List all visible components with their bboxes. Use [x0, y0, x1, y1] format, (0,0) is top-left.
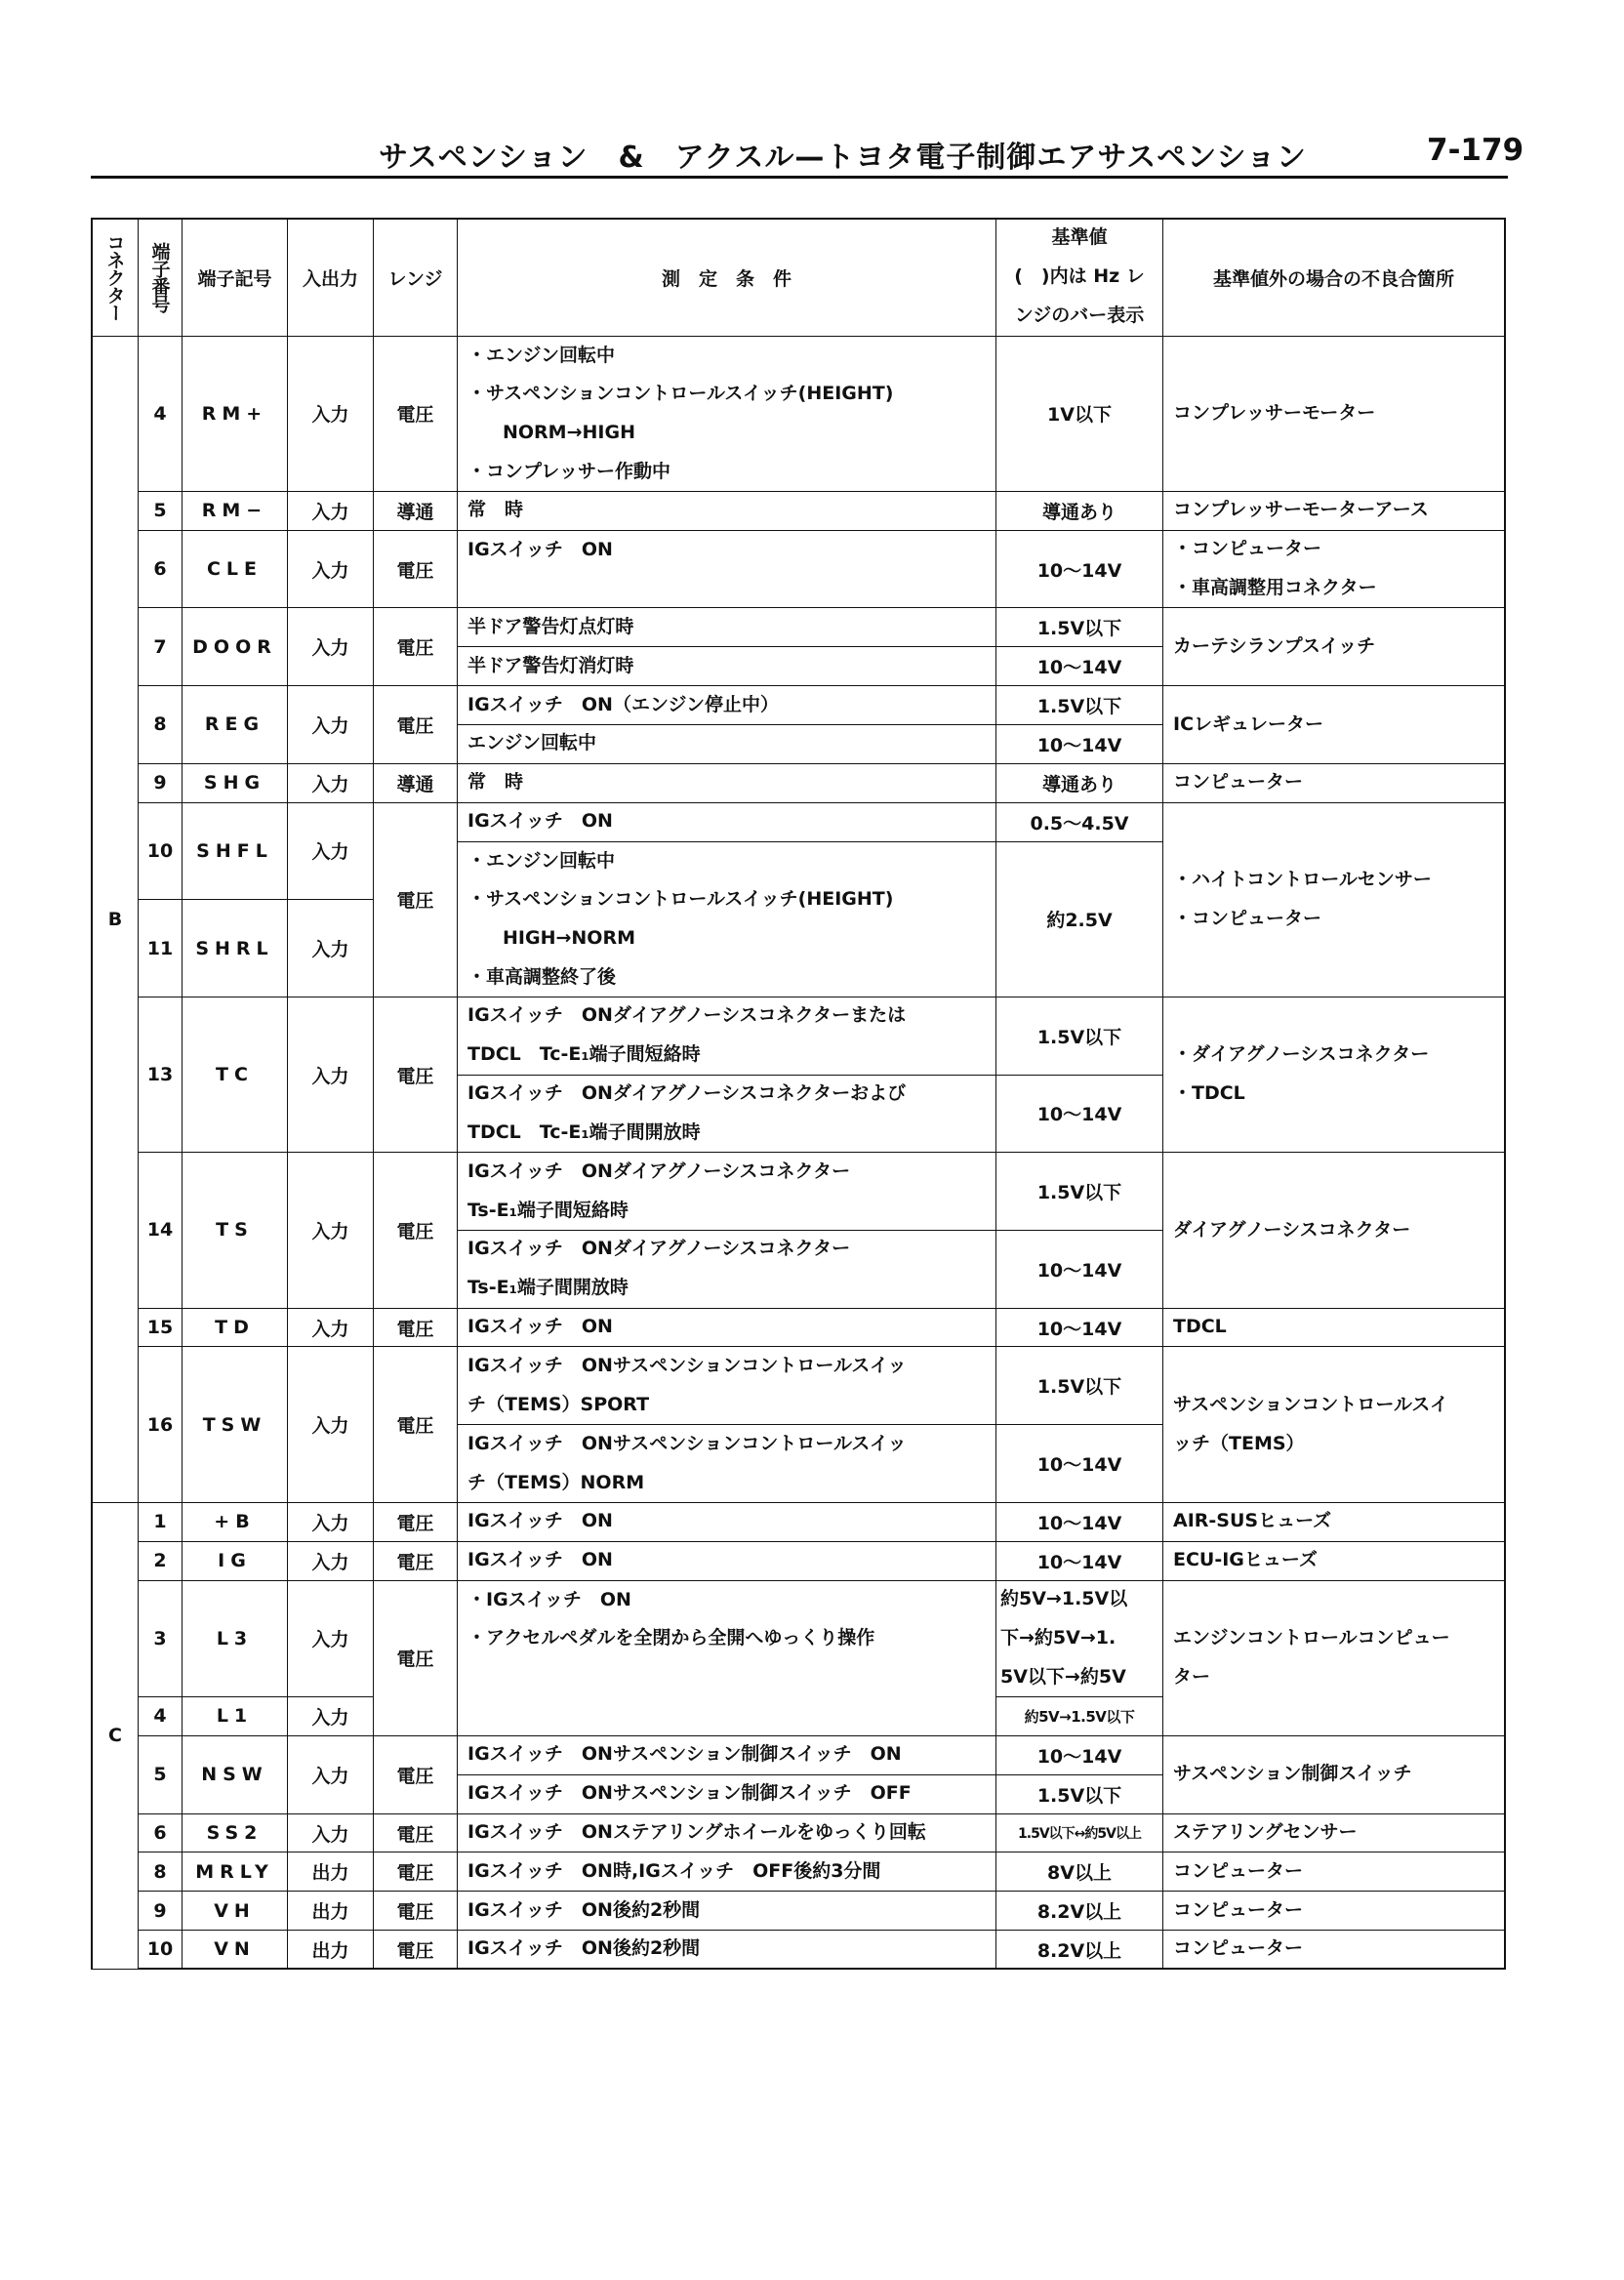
condition-line: IGスイッチ ON [467, 1316, 613, 1338]
header-range: レンジ [374, 220, 458, 337]
header-standard-line: ンジのバー表示 [1014, 305, 1145, 327]
terminal-symbol: TC [183, 998, 288, 1153]
terminal-number: 10 [139, 803, 183, 901]
condition-line: TDCL Tc-E₁端子間開放時 [467, 1120, 701, 1143]
fault-location [1163, 1309, 1506, 1348]
fault-line: AIR-SUSヒューズ [1173, 1510, 1332, 1532]
io-type: 入力 [288, 492, 374, 531]
range: 電圧 [374, 1892, 458, 1931]
io-type: 出力 [288, 1852, 374, 1892]
condition-line: IGスイッチ ONサスペンション制御スイッチ OFF [467, 1782, 912, 1805]
standard-value: 1.5V以下 [996, 686, 1163, 725]
standard-value: 8V以上 [996, 1852, 1163, 1892]
condition-line: IGスイッチ ON（エンジン停止中） [467, 693, 780, 715]
condition-line: 半ドア警告灯消灯時 [467, 654, 634, 676]
condition-line: ・アクセルペダルを全閉から全開へゆっくり操作 [467, 1627, 875, 1649]
terminal-number: 6 [139, 1814, 183, 1853]
value-line: 下→約5V→1. [1000, 1626, 1116, 1649]
condition-line: IGスイッチ ON時,IGスイッチ OFF後約3分間 [467, 1859, 881, 1882]
fault-line: カーテシランプスイッチ [1173, 634, 1376, 657]
terminal-symbol: RM+ [183, 337, 288, 492]
fault-line: コンピューター [1173, 1859, 1304, 1882]
fault-location [1163, 1153, 1506, 1308]
condition [458, 608, 996, 647]
standard-value: 1.5V以下 [996, 1775, 1163, 1814]
condition [458, 1581, 996, 1736]
fault-location [1163, 1736, 1506, 1814]
standard-value: 1.5V以下 [996, 1153, 1163, 1231]
terminal-number: 3 [139, 1581, 183, 1698]
condition-line: Ts-E₁端子間短絡時 [467, 1199, 629, 1221]
terminal-symbol: TSW [183, 1347, 288, 1502]
standard-value [996, 1581, 1163, 1698]
condition-line: IGスイッチ ON後約2秒間 [467, 1937, 701, 1960]
terminal-number: 4 [139, 1697, 183, 1736]
fault-line: ・コンピューター [1173, 907, 1322, 929]
fault-location [1163, 1931, 1506, 1970]
terminal-symbol: SHFL [183, 803, 288, 901]
header-terminal-symbol: 端子記号 [183, 220, 288, 337]
fault-location [1163, 686, 1506, 764]
io-type: 出力 [288, 1892, 374, 1931]
fault-location [1163, 492, 1506, 531]
condition-line: エンジン回転中 [467, 732, 597, 754]
standard-value: 10〜14V [996, 1231, 1163, 1309]
terminal-number: 4 [139, 337, 183, 492]
condition-line: 半ドア警告灯点灯時 [467, 615, 634, 637]
terminal-symbol: RM− [183, 492, 288, 531]
fault-location [1163, 1852, 1506, 1892]
terminal-symbol: TD [183, 1309, 288, 1348]
range: 電圧 [374, 608, 458, 686]
condition-line: 常 時 [467, 771, 524, 794]
terminal-number: 7 [139, 608, 183, 686]
header-condition: 測 定 条 件 [458, 220, 996, 337]
range: 電圧 [374, 1503, 458, 1542]
standard-value: 0.5〜4.5V [996, 803, 1163, 842]
condition [458, 1503, 996, 1542]
range: 電圧 [374, 998, 458, 1153]
condition [458, 998, 996, 1076]
fault-line: ・コンピューター [1173, 538, 1322, 560]
standard-value: 10〜14V [996, 1542, 1163, 1581]
range: 電圧 [374, 1581, 458, 1736]
fault-location [1163, 998, 1506, 1153]
page-number: 7-179 [1427, 133, 1524, 168]
condition-line: ・エンジン回転中 [467, 344, 616, 366]
condition-line: IGスイッチ ONサスペンションコントロールスイッ [467, 1354, 907, 1376]
range: 電圧 [374, 1814, 458, 1853]
io-type: 入力 [288, 900, 374, 998]
terminal-symbol: VH [183, 1892, 288, 1931]
condition [458, 1425, 996, 1503]
fault-location [1163, 764, 1506, 803]
io-type: 入力 [288, 803, 374, 901]
fault-location [1163, 1347, 1506, 1502]
range: 電圧 [374, 1931, 458, 1970]
fault-line: ダイアグノーシスコネクター [1173, 1218, 1411, 1241]
range: 導通 [374, 492, 458, 531]
header-connector: コネクター [93, 220, 139, 337]
condition-line: チ（TEMS）SPORT [467, 1393, 650, 1415]
fault-line: ター [1173, 1665, 1211, 1688]
terminal-symbol: +B [183, 1503, 288, 1542]
condition-line: IGスイッチ ONダイアグノーシスコネクター [467, 1238, 851, 1260]
condition [458, 1076, 996, 1154]
io-type: 入力 [288, 764, 374, 803]
fault-line: エンジンコントロールコンピュー [1173, 1626, 1450, 1649]
condition-line: ・エンジン回転中 [467, 849, 616, 872]
condition [458, 686, 996, 725]
value-line: 5V以下→約5V [1000, 1665, 1126, 1688]
fault-line: サスペンション制御スイッチ [1173, 1763, 1412, 1785]
io-type: 入力 [288, 998, 374, 1153]
standard-value: 約2.5V [996, 842, 1163, 998]
terminal-number: 1 [139, 1503, 183, 1542]
fault-location [1163, 1892, 1506, 1931]
range: 電圧 [374, 686, 458, 764]
range: 電圧 [374, 1542, 458, 1581]
io-type: 入力 [288, 337, 374, 492]
range: 電圧 [374, 1309, 458, 1348]
standard-value: 1V以下 [996, 337, 1163, 492]
connector-b: B [93, 337, 139, 1503]
terminal-symbol: L1 [183, 1697, 288, 1736]
fault-line: ・TDCL [1173, 1082, 1245, 1105]
fault-line: ッチ（TEMS） [1173, 1432, 1305, 1454]
terminal-symbol: SS2 [183, 1814, 288, 1853]
terminal-number: 11 [139, 900, 183, 998]
fault-location [1163, 1814, 1506, 1853]
condition-line: IGスイッチ ON [467, 810, 613, 833]
condition-line: チ（TEMS）NORM [467, 1471, 645, 1493]
terminal-number: 2 [139, 1542, 183, 1581]
io-type: 入力 [288, 1736, 374, 1814]
header-standard-line: 基準値 [1051, 226, 1108, 249]
standard-value: 1.5V以下 [996, 1347, 1163, 1425]
fault-line: コンプレッサーモーターアース [1173, 499, 1429, 521]
header-standard [996, 220, 1163, 337]
terminal-number: 10 [139, 1931, 183, 1970]
condition-line: 常 時 [467, 499, 524, 521]
range: 電圧 [374, 1153, 458, 1308]
fault-line: コンピューター [1173, 771, 1304, 794]
condition [458, 803, 996, 842]
condition [458, 1736, 996, 1775]
header-rule [91, 176, 1508, 179]
terminal-symbol: MRLY [183, 1852, 288, 1892]
condition-line: IGスイッチ ONダイアグノーシスコネクターおよび [467, 1082, 907, 1105]
terminal-symbol: TS [183, 1153, 288, 1308]
terminal-symbol: L3 [183, 1581, 288, 1698]
standard-value: 導通あり [996, 492, 1163, 531]
condition [458, 725, 996, 764]
fault-line: ・ダイアグノーシスコネクター [1173, 1043, 1430, 1066]
fault-line: コンピューター [1173, 1937, 1304, 1960]
io-type: 入力 [288, 531, 374, 609]
fault-location [1163, 1581, 1506, 1736]
range: 電圧 [374, 337, 458, 492]
condition-line: IGスイッチ ONステアリングホイールをゆっくり回転 [467, 1821, 926, 1844]
condition-line: IGスイッチ ON [467, 538, 613, 560]
condition [458, 1347, 996, 1425]
condition [458, 647, 996, 686]
range: 電圧 [374, 1852, 458, 1892]
condition [458, 1231, 996, 1309]
condition-line: Ts-E₁端子間開放時 [467, 1277, 629, 1299]
io-type: 出力 [288, 1931, 374, 1970]
condition-line: IGスイッチ ON [467, 1510, 613, 1532]
standard-value: 10〜14V [996, 1076, 1163, 1154]
condition [458, 492, 996, 531]
standard-value: 10〜14V [996, 531, 1163, 609]
fault-line: TDCL [1173, 1316, 1227, 1338]
value-line: 約5V→1.5V以 [1000, 1588, 1128, 1610]
io-type: 入力 [288, 1697, 374, 1736]
range: 電圧 [374, 531, 458, 609]
fault-line: ステアリングセンサー [1173, 1821, 1358, 1844]
condition [458, 1775, 996, 1814]
terminal-number: 15 [139, 1309, 183, 1348]
io-type: 入力 [288, 1814, 374, 1853]
fault-line: ・車高調整用コネクター [1173, 577, 1377, 599]
page-title: サスペンション & アクスル—トヨタ電子制御エアサスペンション [379, 141, 1307, 175]
header-standard-line: ( )内は Hz レ [1014, 265, 1145, 288]
fault-line: コンプレッサーモーター [1173, 401, 1376, 424]
standard-value: 10〜14V [996, 647, 1163, 686]
condition [458, 531, 996, 609]
terminal-table [91, 218, 1506, 1970]
standard-value: 10〜14V [996, 1503, 1163, 1542]
io-type: 入力 [288, 1503, 374, 1542]
range: 導通 [374, 764, 458, 803]
io-type: 入力 [288, 1581, 374, 1698]
standard-value: 1.5V以下 [996, 998, 1163, 1076]
condition-line: ・コンプレッサー作動中 [467, 461, 671, 483]
fault-location [1163, 531, 1506, 609]
standard-value: 10〜14V [996, 1425, 1163, 1503]
condition-line: IGスイッチ ONダイアグノーシスコネクター [467, 1160, 851, 1182]
condition [458, 764, 996, 803]
standard-value: 導通あり [996, 764, 1163, 803]
condition-line: IGスイッチ ON [467, 1549, 613, 1571]
condition-line: IGスイッチ ONサスペンション制御スイッチ ON [467, 1743, 902, 1766]
terminal-number: 8 [139, 686, 183, 764]
fault-location [1163, 337, 1506, 492]
condition [458, 1931, 996, 1970]
io-type: 入力 [288, 608, 374, 686]
terminal-number: 9 [139, 1892, 183, 1931]
standard-value: 1.5V以下 [996, 608, 1163, 647]
fault-location [1163, 803, 1506, 998]
io-type: 入力 [288, 1347, 374, 1502]
io-type: 入力 [288, 1542, 374, 1581]
terminal-symbol: CLE [183, 531, 288, 609]
condition-line: IGスイッチ ON後約2秒間 [467, 1898, 701, 1921]
terminal-number: 5 [139, 1736, 183, 1814]
condition-line: ・IGスイッチ ON [467, 1588, 631, 1610]
fault-location [1163, 608, 1506, 686]
condition [458, 1309, 996, 1348]
fault-location [1163, 1542, 1506, 1581]
standard-value: 10〜14V [996, 1309, 1163, 1348]
terminal-symbol: SHRL [183, 900, 288, 998]
io-type: 入力 [288, 1153, 374, 1308]
standard-value: 1.5V以下↔約5V以上 [996, 1814, 1163, 1853]
range: 電圧 [374, 803, 458, 998]
standard-value: 10〜14V [996, 725, 1163, 764]
terminal-symbol: NSW [183, 1736, 288, 1814]
fault-line: ECU-IGヒューズ [1173, 1549, 1318, 1571]
condition [458, 1892, 996, 1931]
header-io: 入出力 [288, 220, 374, 337]
condition [458, 1153, 996, 1231]
condition-line: NORM→HIGH [503, 422, 635, 444]
terminal-symbol: SHG [183, 764, 288, 803]
standard-value: 8.2V以上 [996, 1892, 1163, 1931]
terminal-number: 6 [139, 531, 183, 609]
condition-line: ・サスペンションコントロールスイッチ(HEIGHT) [467, 888, 894, 911]
connector-c: C [93, 1503, 139, 1970]
condition [458, 337, 996, 492]
terminal-symbol: VN [183, 1931, 288, 1970]
standard-value: 10〜14V [996, 1736, 1163, 1775]
header-fault: 基準値外の場合の不良合箇所 [1163, 220, 1506, 337]
io-type: 入力 [288, 686, 374, 764]
fault-line: サスペンションコントロールスイ [1173, 1393, 1449, 1415]
terminal-symbol: DOOR [183, 608, 288, 686]
terminal-number: 9 [139, 764, 183, 803]
io-type: 入力 [288, 1309, 374, 1348]
header-terminal-no: 端子番号 [139, 220, 183, 337]
condition-line: TDCL Tc-E₁端子間短絡時 [467, 1043, 701, 1066]
terminal-symbol: REG [183, 686, 288, 764]
condition [458, 1814, 996, 1853]
standard-value: 約5V→1.5V以下 [996, 1697, 1163, 1736]
condition-line: ・車高調整終了後 [467, 966, 617, 989]
terminal-number: 8 [139, 1852, 183, 1892]
condition-line: HIGH→NORM [503, 927, 635, 950]
fault-line: ・ハイトコントロールセンサー [1173, 868, 1432, 890]
standard-value: 8.2V以上 [996, 1931, 1163, 1970]
fault-line: ICレギュレーター [1173, 712, 1324, 735]
condition-line: IGスイッチ ONサスペンションコントロールスイッ [467, 1432, 907, 1454]
terminal-symbol: IG [183, 1542, 288, 1581]
condition [458, 842, 996, 998]
terminal-number: 16 [139, 1347, 183, 1502]
fault-line: コンピューター [1173, 1898, 1304, 1921]
terminal-number: 13 [139, 998, 183, 1153]
condition [458, 1852, 996, 1892]
range: 電圧 [374, 1347, 458, 1502]
range: 電圧 [374, 1736, 458, 1814]
terminal-number: 14 [139, 1153, 183, 1308]
terminal-number: 5 [139, 492, 183, 531]
condition [458, 1542, 996, 1581]
condition-line: IGスイッチ ONダイアグノーシスコネクターまたは [467, 1004, 907, 1027]
fault-location [1163, 1503, 1506, 1542]
condition-line: ・サスペンションコントロールスイッチ(HEIGHT) [467, 383, 894, 405]
